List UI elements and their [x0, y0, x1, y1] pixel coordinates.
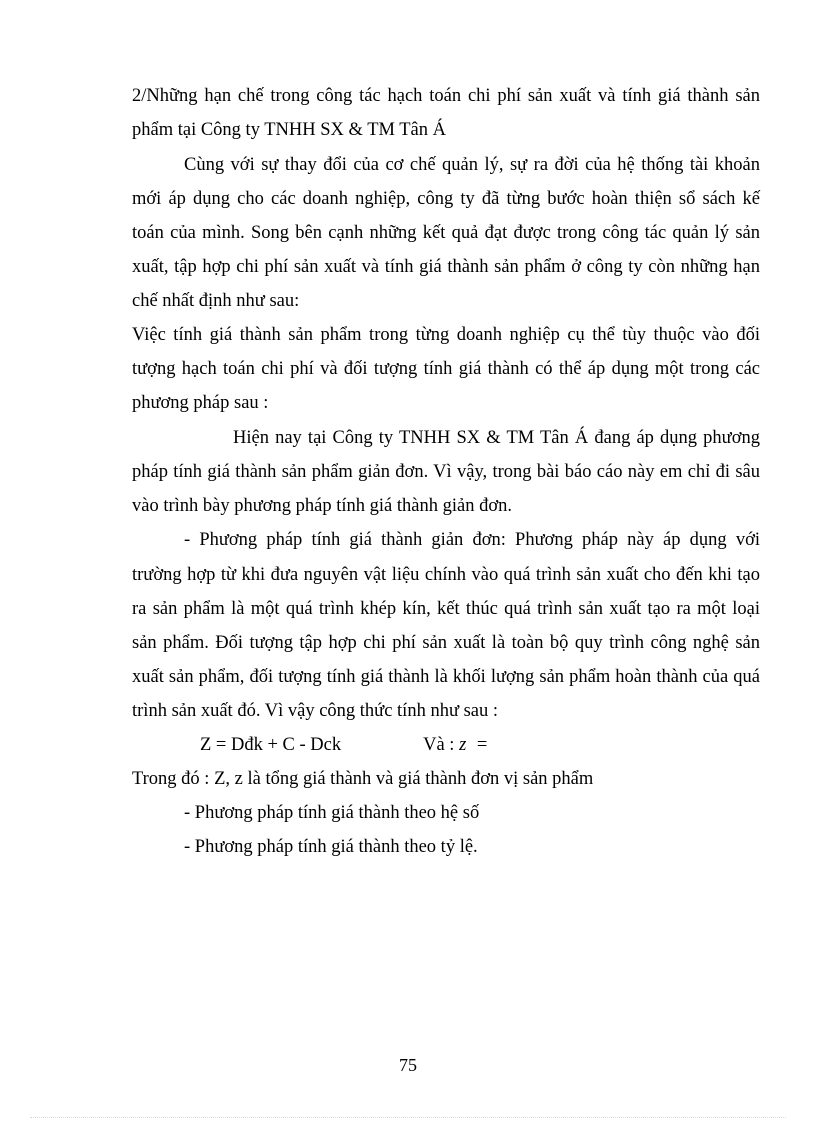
paragraph-2-line-1: Việc tính giá thành sản phẩm trong từng doanh nghiệp cụ thể tùy thuộc vào đối	[132, 325, 760, 345]
formula-unit-label: Và :	[423, 735, 455, 755]
paragraph-4-line-5: xuất sản phẩm, đối tượng tính giá thành là khối lượng sản phẩm hoàn thành của quá	[132, 667, 760, 687]
paragraph-1-line-5: chế nhất định như sau:	[132, 291, 300, 311]
page-bottom-divider	[30, 1117, 786, 1118]
cost-formula	[200, 733, 487, 757]
paragraph-4-line-2: trường hợp từ khi đưa nguyên vật liệu chính vào quá trình sản xuất cho đến khi tạo	[132, 565, 760, 585]
formula-unit-variable: z	[459, 735, 467, 755]
formula-unit-equals: =	[476, 735, 488, 755]
paragraph-4-line-3: ra sản phẩm là một quá trình khép kín, kết thúc quá trình sản xuất tạo ra một loại	[132, 599, 760, 619]
paragraph-2-line-3: phương pháp sau :	[132, 393, 269, 413]
method-bullet-coefficient: - Phương pháp tính giá thành theo hệ số	[184, 803, 480, 823]
paragraph-4-line-4: sản phẩm. Đối tượng tập hợp chi phí sản xuất là toàn bộ quy trình công nghệ sản	[132, 633, 760, 653]
paragraph-1-line-1: Cùng với sự thay đổi của cơ chế quản lý, sự ra đời của hệ thống tài khoản	[184, 155, 760, 175]
formula-total-cost: Z = Dđk + C - Dck	[200, 735, 342, 755]
paragraph-2-line-2: tượng hạch toán chi phí và đối tượng tính giá thành có thể áp dụng một trong các	[132, 359, 760, 379]
paragraph-1-line-3: toán của mình. Song bên cạnh những kết quả đạt được trong công tác quản lý sản	[132, 223, 760, 243]
paragraph-3-line-2: pháp tính giá thành sản phẩm giản đơn. Vì vậy, trong bài báo cáo này em chỉ đi sâu	[132, 462, 760, 482]
paragraph-3-line-1: Hiện nay tại Công ty TNHH SX & TM Tân Á đang áp dụng phương	[233, 428, 760, 448]
paragraph-1-line-2: mới áp dụng cho các doanh nghiệp, công ty đã từng bước hoàn thiện sổ sách kế	[132, 189, 760, 209]
formula-explanation: Trong đó : Z, z là tổng giá thành và giá thành đơn vị sản phẩm	[132, 769, 594, 789]
section-heading-line-1: 2/Những hạn chế trong công tác hạch toán chi phí sản xuất và tính giá thành sản	[132, 86, 760, 106]
paragraph-3-line-3: vào trình bày phương pháp tính giá thành giản đơn.	[132, 496, 512, 516]
page-number: 75	[399, 1055, 417, 1075]
method-bullet-ratio: - Phương pháp tính giá thành theo tỷ lệ.	[184, 837, 478, 857]
section-heading-line-2: phẩm tại Công ty TNHH SX & TM Tân Á	[132, 120, 446, 140]
paragraph-4-line-1: - Phương pháp tính giá thành giản đơn: Phương pháp này áp dụng với	[184, 530, 760, 550]
paragraph-1-line-4: xuất, tập hợp chi phí sản xuất và tính giá thành sản phẩm ở công ty còn những hạn	[132, 257, 760, 277]
paragraph-4-line-6: trình sản xuất đó. Vì vậy công thức tính như sau :	[132, 701, 499, 721]
